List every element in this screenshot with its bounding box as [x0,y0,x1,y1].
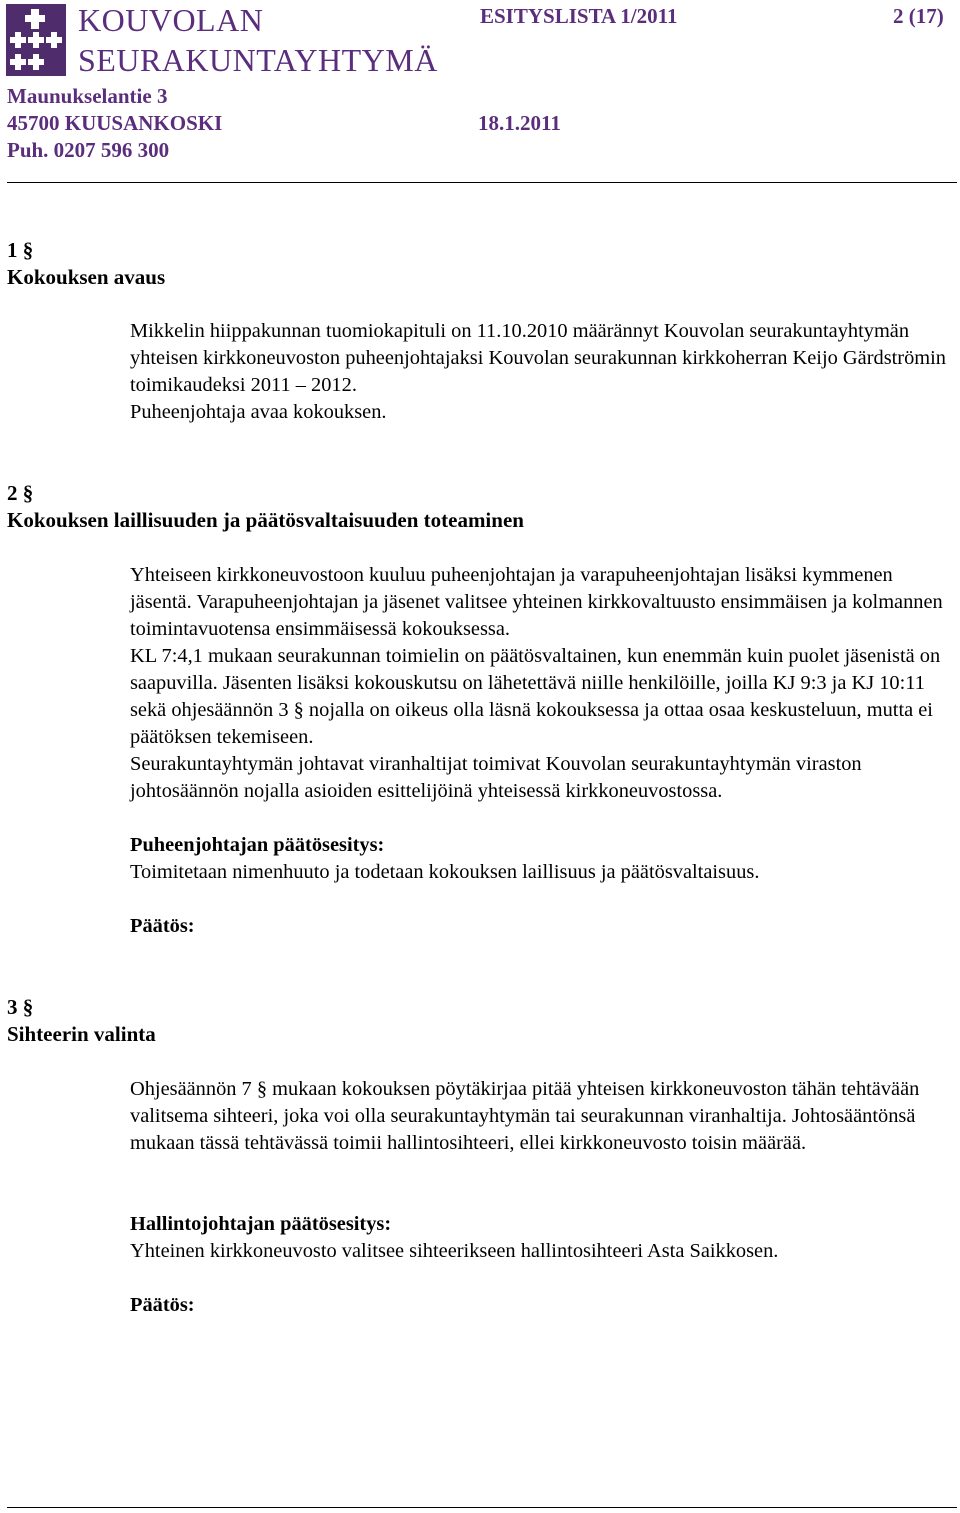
footer-divider [7,1507,957,1508]
paragraph: Mikkelin hiippakunnan tuomiokapituli on 11.10.2010 määrännyt Kouvolan seurakuntayhtymän yhteisen kirkkoneuvoston puheenjohtajaksi Kouvolan seurakunnan kirkkoherran Keijo Gärdströmin toimikaudeksi 2011 – 2012. [130,320,947,396]
section-3-proposal [130,1211,955,1265]
paragraph: Puheenjohtaja avaa kokouksen. [130,401,387,423]
org-name-line2: SEURAKUNTAYHTYMÄ [78,42,438,78]
section-2-number: 2 § [7,481,34,505]
section-2-title: Kokouksen laillisuuden ja päätösvaltaisuuden toteaminen [7,508,524,532]
page-number: 2 (17) [893,4,944,28]
section-2-decision-label: Päätös: [130,915,195,937]
paragraph: Seurakuntayhtymän johtavat viranhaltijat toimivat Kouvolan seurakuntayhtymän viraston johtosäännön nojalla asioiden esittelijöinä yhteisessä kirkkoneuvostossa. [130,753,862,802]
paragraph: Yhteiseen kirkkoneuvostoon kuuluu puheenjohtajan ja varapuheenjohtajan lisäksi kymmenen jäsentä. Varapuheenjohtajan ja jäsenet valitsee yhteinen kirkkovaltuusto ensimmäisen ja kolmannen toimintavuotensa ensimmäisessä kokouksessa. [130,564,943,640]
phone-number: Puh. 0207 596 300 [7,138,170,162]
paragraph: KL 7:4,1 mukaan seurakunnan toimielin on päätösvaltainen, kun enemmän kuin puolet jäsenistä on saapuvilla. Jäsenten lisäksi kokouskutsu on lähetettävä niille henkilöille, joilla KJ 9:3 ja KJ 10:11 sekä ohjesäännön 3 § nojalla on oikeus olla läsnä kokouksessa ja ottaa osaa keskusteluun, mutta ei päätöksen tekemiseen. [130,645,941,748]
section-3-decision-label: Päätös: [130,1294,195,1316]
proposal-text: Yhteinen kirkkoneuvosto valitsee sihteerikseen hallintosihteeri Asta Saikkosen. [130,1240,779,1262]
section-3-number: 3 § [7,995,34,1019]
document-title: ESITYSLISTA 1/2011 [480,4,678,28]
proposal-text: Toimitetaan nimenhuuto ja todetaan kokouksen laillisuus ja päätösvaltaisuus. [130,861,760,883]
address-street: Maunukselantie 3 [7,84,168,108]
section-2-proposal [130,832,955,886]
paragraph: Ohjesäännön 7 § mukaan kokouksen pöytäkirjaa pitää yhteisen kirkkoneuvoston tähän tehtävään valitsema sihteeri, joka voi olla seurakuntayhtymän tai seurakunnan viranhaltija. Johtosääntönsä mukaan tässä tehtävässä toimii hallintosihteeri, ellei kirkkoneuvosto toisin määrää. [130,1078,920,1154]
section-1-body [130,318,955,426]
header-divider [7,182,957,183]
proposal-label: Hallintojohtajan päätösesitys: [130,1213,392,1235]
org-name-line1: KOUVOLAN [78,2,264,38]
section-3-body [130,1076,955,1157]
section-3-title: Sihteerin valinta [7,1022,156,1046]
crosses-logo-icon [6,4,66,76]
proposal-label: Puheenjohtajan päätösesitys: [130,834,385,856]
section-2-body [130,562,955,805]
section-1-title: Kokouksen avaus [7,265,166,289]
section-1-number: 1 § [7,238,34,262]
document-date: 18.1.2011 [478,111,561,135]
address-city: 45700 KUUSANKOSKI [7,111,223,135]
